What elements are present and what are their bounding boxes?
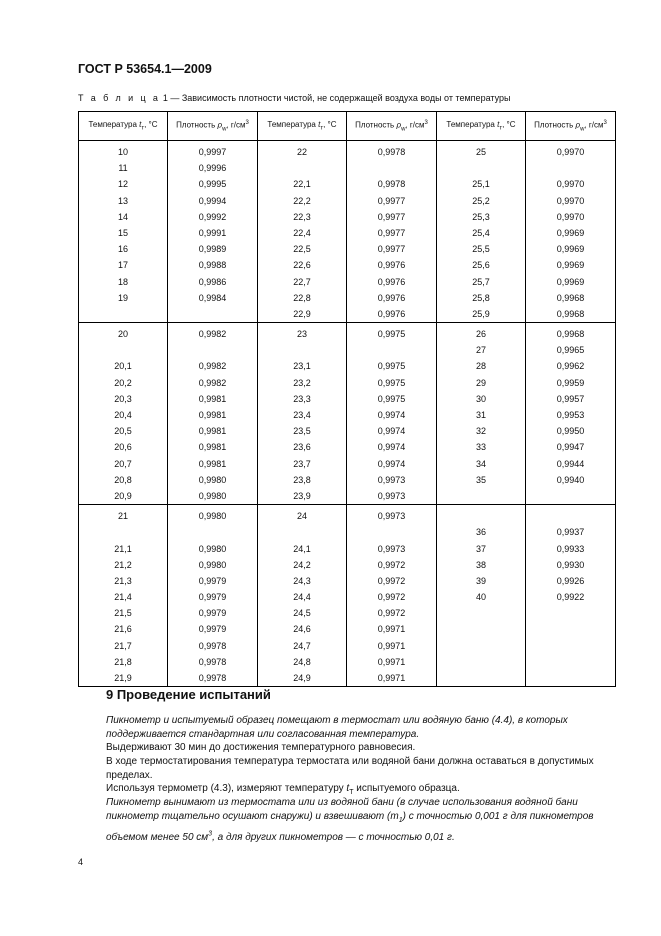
temperature-value: 21 [117,511,128,522]
density-value: 0,9957 [556,393,585,404]
density-value: 0,9982 [198,329,227,340]
temperature-value: 20,2 [114,377,132,388]
header-temperature: Температура $t_т$, °С [79,112,168,141]
density-value: 0,9968 [556,329,585,340]
density-value: 0,9977 [377,195,406,206]
density-value: 0,9988 [198,260,227,271]
density-value: 0,9937 [556,527,585,538]
temperature-value: 24,9 [293,673,311,683]
density-cell [167,505,257,687]
temperature-value: 12 [117,179,128,190]
temperature-value: 20 [117,329,128,340]
density-value: 0,9972 [377,608,406,619]
density-value: 0,9933 [556,543,585,554]
density-value: 0,9947 [556,442,585,453]
density-value: 0,9982 [198,361,227,372]
density-value: 0,9969 [556,227,585,238]
density-value: 0,9976 [377,308,406,319]
paragraph-weighing: Пикнометр вынимают из термостата или из водяной бани (в случае использования водяной бани пикнометр тщательно осушают снаружи) и взвешивают $(m_1)$ с точностью 0,001 г для пикнометров объемом менее 50 $см^3$, а для других пикнометров — с точностью 0,01 г. [106,797,594,844]
density-value: 0,9950 [556,426,585,437]
temperature-value: 24,4 [293,592,311,603]
density-value: 0,9944 [556,458,585,469]
temperature-cell [436,505,525,687]
density-value: 0,9970 [556,179,585,190]
temperature-value: 20,7 [114,458,132,469]
table-caption-prefix: Т а б л и ц а [78,93,161,103]
temperature-value: 24,7 [293,640,311,651]
density-value: 0,9977 [377,211,406,222]
density-value: 0,9981 [198,426,227,437]
paragraph-1-text: Пикнометр и испытуемый образец помещают в термостат или водяную баню (4.4), в которых поддерживается стандартная или согласованная температура. [106,715,568,740]
temperature-value: 20,8 [114,474,132,485]
temperature-value [79,524,167,540]
temperature-value: 33 [475,442,486,453]
temperature-value: 23,1 [293,361,311,372]
density-value: 0,9997 [198,147,227,157]
temperature-value: 20,9 [114,490,132,501]
density-cell [167,323,257,505]
density-value: 0,9989 [198,244,227,255]
density-value: 0,9980 [198,559,227,570]
density-value: 0,9978 [198,673,227,683]
temperature-value: 21,8 [114,656,132,667]
temperature-cell [436,141,525,323]
density-value: 0,9968 [556,292,585,303]
temperature-value: 22 [296,147,307,157]
temperature-value: 23,4 [293,410,311,420]
section-heading: 9 Проведение испытаний [106,687,271,702]
temperature-value [79,342,167,358]
density-value: 0,9968 [556,308,585,319]
table-block-row [79,323,616,505]
temperature-value: 23,6 [293,442,311,453]
temperature-value: 17 [117,260,128,271]
header-temperature: Температура $t_т$, °С [436,112,525,141]
density-value [526,508,615,524]
temperature-value: 21,6 [114,624,132,635]
temperature-value: 23,2 [293,377,311,388]
temperature-value: 10 [117,147,128,157]
temperature-value: 25,6 [472,260,490,271]
temperature-value: 24,3 [293,575,311,586]
density-value: 0,9977 [377,227,406,238]
temperature-value [437,160,525,176]
density-value: 0,9969 [556,260,585,271]
temperature-cell [257,141,346,323]
standard-header: ГОСТ Р 53654.1—2009 [78,62,212,76]
temperature-value [437,508,525,524]
paragraph-procedure [78,714,616,742]
density-value [168,524,257,540]
temperature-value: 22,8 [293,292,311,303]
density-value: 0,9975 [377,393,406,404]
density-value: 0,9971 [377,624,406,635]
paragraph-thermostat [78,755,616,783]
density-value: 0,9973 [377,474,406,485]
density-value: 0,9975 [377,329,406,340]
density-value: 0,9979 [198,592,227,603]
temperature-value: 30 [475,393,486,404]
temperature-value: 26 [475,329,486,340]
temperature-cell [257,323,346,505]
temperature-value: 18 [117,276,128,287]
density-value: 0,9975 [377,361,406,372]
density-value: 0,9978 [377,147,406,157]
density-value: 0,9980 [198,474,227,485]
density-value: 0,9959 [556,377,585,388]
density-cell [346,505,436,687]
density-value: 0,9940 [556,474,585,485]
temperature-value: 14 [117,211,128,222]
temperature-value: 21,5 [114,608,132,619]
temperature-value: 24 [296,511,307,522]
temperature-value: 36 [475,527,486,538]
density-value: 0,9976 [377,276,406,287]
temperature-value: 20,6 [114,442,132,453]
density-value: 0,9991 [198,227,227,238]
paragraph-2-text: Выдерживают 30 мин до достижения температурного равновесия. [106,742,416,753]
density-value: 0,9978 [377,179,406,190]
density-value: 0,9980 [198,490,227,501]
density-value: 0,9981 [198,393,227,404]
temperature-value: 22,4 [293,227,311,238]
table-caption-text: 1 — Зависимость плотности чистой, не содержащей воздуха воды от температуры [160,93,511,103]
temperature-value: 20,3 [114,393,132,404]
temperature-cell [257,505,346,687]
temperature-value: 23,9 [293,490,311,501]
density-value: 0,9974 [377,426,406,437]
temperature-value: 16 [117,244,128,255]
paragraph-measure-temperature: Используя термометр (4.3), измеряют температуру $t_T$ испытуемого образца. [106,783,460,796]
density-cell [167,141,257,323]
density-value: 0,9981 [198,458,227,469]
density-value: 0,9979 [198,624,227,635]
temperature-value: 24,2 [293,559,311,570]
paragraph-3-text: В ходе термостатирования температура термостата или водяной бани должна оставаться в допустимых пределах. [106,756,594,781]
density-value [347,524,436,540]
temperature-value [258,524,346,540]
temperature-value: 21,4 [114,592,132,603]
density-value: 0,9970 [556,211,585,222]
density-value: 0,9976 [377,260,406,271]
density-value: 0,9992 [198,211,227,222]
temperature-value: 25,7 [472,276,490,287]
density-value: 0,9971 [377,656,406,667]
density-value: 0,9977 [377,244,406,255]
header-temperature: Температура $t_т$, °С [257,112,346,141]
temperature-value: 40 [475,592,486,603]
temperature-value: 29 [475,377,486,388]
table-block-row [79,141,616,323]
density-value: 0,9979 [198,608,227,619]
density-value: 0,9984 [198,292,227,303]
density-value: 0,9974 [377,442,406,453]
temperature-cell [436,323,525,505]
temperature-value: 21,9 [114,673,132,683]
density-value [168,342,257,358]
density-value: 0,9976 [377,292,406,303]
density-value: 0,9974 [377,458,406,469]
density-value: 0,9986 [198,276,227,287]
temperature-value: 25,3 [472,211,490,222]
temperature-value: 34 [475,458,486,469]
temperature-value: 21,2 [114,559,132,570]
density-value: 0,9975 [377,377,406,388]
density-value: 0,9978 [198,640,227,651]
temperature-value: 20,5 [114,426,132,437]
temperature-value: 24,5 [293,608,311,619]
density-value: 0,9982 [198,377,227,388]
temperature-value: 25,5 [472,244,490,255]
density-value: 0,9969 [556,276,585,287]
temperature-value: 22,2 [293,195,311,206]
temperature-value [258,160,346,176]
temperature-value: 21,3 [114,575,132,586]
temperature-value: 23 [296,329,307,340]
density-table [78,111,616,687]
temperature-value: 32 [475,426,486,437]
density-value: 0,9978 [198,656,227,667]
temperature-value: 22,5 [293,244,311,255]
temperature-cell [79,141,168,323]
density-value [526,160,615,176]
density-value: 0,9930 [556,559,585,570]
temperature-value: 25,9 [472,308,490,319]
density-value: 0,9972 [377,592,406,603]
header-density: Плотность $\rho_w$, $г/см^3$ [525,112,615,141]
temperature-value: 24,8 [293,656,311,667]
density-value [347,342,436,358]
temperature-value: 19 [117,292,128,303]
temperature-value: 23,8 [293,474,311,485]
temperature-value: 25,8 [472,292,490,303]
density-value: 0,9972 [377,559,406,570]
temperature-value: 25 [475,147,486,157]
density-cell [525,505,615,687]
density-value: 0,9926 [556,575,585,586]
temperature-value: 22,9 [293,308,311,319]
temperature-value: 24,6 [293,624,311,635]
density-cell [525,323,615,505]
density-cell [346,141,436,323]
temperature-value: 25,2 [472,195,490,206]
temperature-value: 23,5 [293,426,311,437]
temperature-value: 13 [117,195,128,206]
temperature-value: 27 [475,345,486,356]
temperature-value: 23,7 [293,458,311,469]
density-value: 0,9969 [556,244,585,255]
temperature-value: 21,1 [114,543,132,554]
density-value: 0,9980 [198,543,227,554]
temperature-value: 37 [475,543,486,554]
temperature-value: 20,1 [114,361,132,372]
density-cell [346,323,436,505]
temperature-value: 35 [475,474,486,485]
temperature-cell [79,505,168,687]
temperature-value: 22,7 [293,276,311,287]
temperature-value: 31 [475,410,486,420]
density-value: 0,9981 [198,442,227,453]
header-density: Плотность $\rho_w$, $г/см^3$ [346,112,436,141]
density-value: 0,9973 [377,543,406,554]
temperature-value: 24,1 [293,543,311,554]
paragraph-equilibrium [78,741,616,755]
density-value: 0,9972 [377,575,406,586]
density-value: 0,9974 [377,410,406,420]
density-value: 0,9981 [198,410,227,420]
temperature-value: 25,1 [472,179,490,190]
density-value: 0,9971 [377,640,406,651]
temperature-value: 22,3 [293,211,311,222]
temperature-value: 28 [475,361,486,372]
table-block-row [79,505,616,687]
density-value: 0,9965 [556,345,585,356]
temperature-value: 20,4 [114,410,132,420]
density-value: 0,9973 [377,490,406,501]
density-value: 0,9973 [377,511,406,522]
density-value: 0,9971 [377,673,406,683]
temperature-value: 11 [118,163,128,174]
density-value: 0,9962 [556,361,585,372]
density-value: 0,9980 [198,511,227,522]
temperature-value: 15 [117,227,128,238]
temperature-value: 38 [475,559,486,570]
density-value [347,160,436,176]
density-value: 0,9953 [556,410,585,420]
temperature-cell [79,323,168,505]
density-value: 0,9994 [198,195,227,206]
temperature-value: 22,6 [293,260,311,271]
table-caption [78,93,510,103]
density-cell [525,141,615,323]
temperature-value: 25,4 [472,227,490,238]
temperature-value: 22,1 [293,179,311,190]
header-density: Плотность $\rho_w$, $г/см^3$ [167,112,257,141]
temperature-value: 39 [475,575,486,586]
table-header-row [79,112,616,141]
density-value: 0,9979 [198,575,227,586]
density-value: 0,9970 [556,195,585,206]
density-value: 0,9995 [198,179,227,190]
temperature-value: 21,7 [114,640,132,651]
density-value: 0,9970 [556,147,585,157]
temperature-value [258,342,346,358]
density-value: 0,9922 [556,592,585,603]
table-body [79,141,616,687]
density-value: 0,9996 [198,163,227,174]
page-number: 4 [78,857,84,867]
temperature-value: 23,3 [293,393,311,404]
